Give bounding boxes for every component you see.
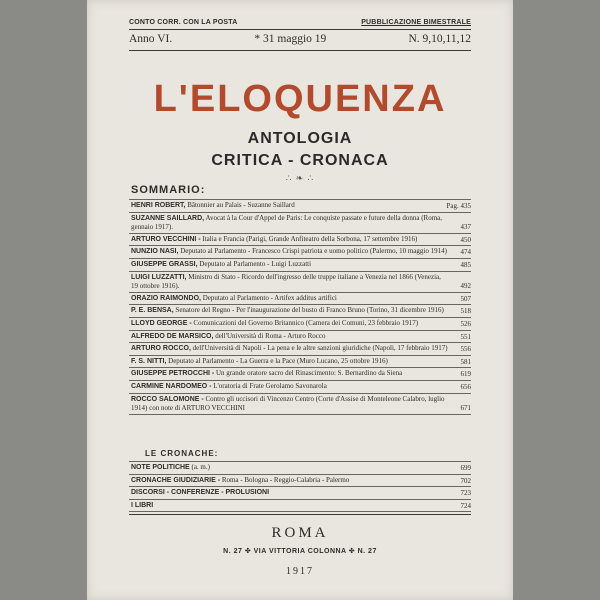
issue-line <box>129 33 471 45</box>
entry-title: L'oratoria di Frate Gerolamo Savonarola <box>213 381 327 390</box>
sommario-entry <box>129 381 471 394</box>
entry-title: Deputato al Parlamento - Luigi Luzzatti <box>199 259 312 268</box>
sommario-entry <box>129 259 471 272</box>
postal-note: CONTO CORR. CON LA POSTA <box>129 19 238 26</box>
entry-title: Senatore del Regno - Per l'inaugurazione del busto di Franco Bruno (Torino, 31 dicembre 1916) <box>175 306 444 315</box>
publication-year: 1917 <box>286 566 314 577</box>
entry-author: SUZANNE SAILLARD, <box>131 214 205 222</box>
sommario-entry <box>129 343 471 356</box>
magazine-cover <box>87 0 513 600</box>
entry-author: ORAZIO RAIMONDO, <box>131 294 201 302</box>
entry-author: NOTE POLITICHE <box>131 464 190 471</box>
entry-page-number: 724 <box>460 501 471 510</box>
entry-author: ARTURO ROCCO, <box>131 345 191 353</box>
entry-title: Ministro di Stato - Ricordo dell'ingresso delle truppe italiane a Venezia nel 1866 (Venezia, 19 ottobre 1916). <box>131 272 441 291</box>
cronache-heading: LE CRONACHE: <box>145 449 219 458</box>
entry-title: dell'Università di Roma - Arturo Rocco <box>215 331 326 340</box>
entry-page-number: 526 <box>460 319 471 328</box>
entry-page-number: 518 <box>460 307 471 316</box>
sommario-entry <box>129 272 471 293</box>
entry-title: dell'Università di Napoli - La pena e le altre sanzioni giuridiche (Napoli, 17 febbraio 1917) <box>192 344 448 353</box>
sommario-entry <box>129 356 471 369</box>
entry-page-number: 551 <box>460 332 471 341</box>
toc-end-rule <box>129 514 471 515</box>
entry-author: DISCORSI - CONFERENZE - PROLUSIONI <box>131 489 270 497</box>
entry-title: Deputato al Parlamento - Francesco Crispi patriota e uomo politico (Palermo, 10 maggio 1914) <box>180 247 447 256</box>
subtitle-antologia: ANTOLOGIA <box>247 130 353 147</box>
cronache-entry <box>129 461 471 475</box>
sommario-entry <box>129 234 471 247</box>
entry-author: ROCCO SALOMONE - <box>131 395 204 403</box>
sommario-entry <box>129 331 471 344</box>
entry-title: Roma - Bologna - Reggio-Calabria - Palermo <box>221 475 350 484</box>
publication-frequency: PUBBLICAZIONE BIMESTRALE <box>361 19 471 26</box>
subtitle-critica-cronaca: CRITICA - CRONACA <box>211 152 389 169</box>
sommario-entry <box>129 293 471 306</box>
entry-page-number: 671 <box>460 404 471 413</box>
entry-author: F. S. NITTI, <box>131 357 167 365</box>
entry-author: LLOYD GEORGE - <box>131 319 192 327</box>
publication-address: N. 27 ✤ VIA VITTORIA COLONNA ✤ N. 27 <box>223 548 377 555</box>
entry-author: GIUSEPPE PETROCCHI - <box>131 370 215 378</box>
entry-author: I LIBRI <box>131 501 154 509</box>
entry-title: (a. m.) <box>191 463 210 471</box>
issue-numbers: N. 9,10,11,12 <box>408 33 471 45</box>
entry-author: CRONACHE GIUDIZIARIE - <box>131 476 221 484</box>
cronache-entry <box>129 487 471 500</box>
entry-title: Avocat à la Cour d'Appel de Paris: Le conquiste passate e future della donna (Roma, gennaio 1917). <box>131 213 443 232</box>
sommario-entry <box>129 246 471 259</box>
entry-page-number: 723 <box>460 489 471 498</box>
entry-page-number: 656 <box>460 382 471 391</box>
header-rule-top <box>129 29 471 30</box>
entry-page-number: 474 <box>460 248 471 257</box>
cronache-list <box>129 461 471 512</box>
sommario-heading: SOMMARIO: <box>131 184 206 196</box>
cronache-entry <box>129 475 471 488</box>
entry-author: ALFREDO DE MARSICO, <box>131 332 214 340</box>
entry-author: HENRI ROBERT, <box>131 202 186 209</box>
entry-page-number: 581 <box>460 357 471 366</box>
entry-page-number: 507 <box>460 294 471 303</box>
top-notice-line <box>129 19 471 26</box>
publication-city: ROMA <box>271 525 329 541</box>
sommario-entry <box>129 199 471 213</box>
cronache-entry <box>129 500 471 513</box>
entry-author: P. E. BENSA, <box>131 307 174 315</box>
entry-page-number: 702 <box>460 476 471 485</box>
entry-author: CARMINE NARDOMEO - <box>131 382 212 390</box>
sommario-entry <box>129 305 471 318</box>
entry-author: GIUSEPPE GRASSI, <box>131 260 198 268</box>
entry-title: Deputato al Parlamento - La Guerra e la Pace (Muro Lucano, 25 ottobre 1916) <box>168 356 388 365</box>
entry-page-number: 492 <box>460 282 471 291</box>
sommario-entry <box>129 368 471 381</box>
entry-page-number: 556 <box>460 345 471 354</box>
sommario-entry <box>129 394 471 415</box>
entry-page-number: 485 <box>460 260 471 269</box>
header-rule-bottom <box>129 50 471 51</box>
volume-label: Anno VI. <box>129 33 173 45</box>
entry-page-number: 699 <box>460 464 471 472</box>
ornament-divider: ∴ ❧ ∴ <box>285 173 315 183</box>
issue-date: * 31 maggio 19 <box>254 33 327 45</box>
entry-author: LUIGI LUZZATTI, <box>131 273 187 281</box>
entry-title: Deputato al Parlamento - Artifex additus artifici <box>202 293 337 302</box>
entry-title: Comunicazioni del Governo Britannico (Camera dei Comuni, 23 febbraio 1917) <box>193 318 419 327</box>
entry-title: Bâtonnier au Palais - Suzanne Saillard <box>187 201 295 209</box>
sommario-entry <box>129 318 471 331</box>
entry-title: Un grande oratore sacro del Rinascimento: S. Bernardino da Siena <box>215 369 403 378</box>
sommario-list <box>129 199 471 415</box>
entry-page-number: 619 <box>460 370 471 379</box>
entry-page-number: 437 <box>460 223 471 232</box>
entry-author: ARTURO VECCHINI - <box>131 235 201 243</box>
entry-title: Contro gli uccisori di Vincenzo Centro (Corte d'Assise di Monteleone Calabro, luglio 1914) con note di ARTURO VECCHINI <box>131 394 445 413</box>
sommario-entry <box>129 213 471 234</box>
masthead-title: L'ELOQUENZA <box>153 78 447 120</box>
entry-author: NUNZIO NASI, <box>131 248 179 256</box>
entry-page-number: 450 <box>460 235 471 244</box>
entry-page-number: Pag. 435 <box>446 202 471 210</box>
entry-title: Italia e Francia (Parigi, Grande Anfiteatro della Sorbona, 17 settembre 1916) <box>202 234 418 243</box>
